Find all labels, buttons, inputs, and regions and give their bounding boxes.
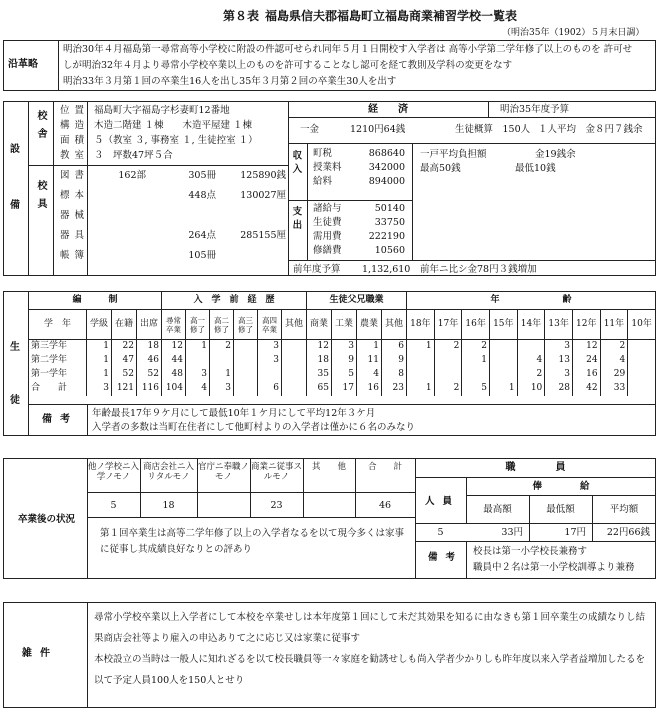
seito-cell: 52 <box>112 368 137 382</box>
household-low: 最低10銭 <box>515 163 556 174</box>
kogu-item-label: 図書 <box>60 170 90 181</box>
income-item-value: 342000 <box>368 162 405 173</box>
hokyu-col-header: 最低額 <box>546 504 575 515</box>
seito-cell: 1 <box>186 340 210 354</box>
keizai-header: 経 済 <box>368 104 408 115</box>
zakken-label: 雑件 <box>22 648 58 659</box>
seito-col-header: 農業 <box>357 310 382 340</box>
seito-cell: 23 <box>382 382 407 396</box>
seito-cell: 3 <box>332 340 357 354</box>
zakken-line: 本校設立の当時は一般人に知れざるを以て校長職員等一々家庭を勧誘せしも尚入学者少かりしも昨年度以来入学者益増加したるを <box>94 654 646 665</box>
expense-item-value: 33750 <box>374 217 405 228</box>
seito-cell: 104 <box>162 382 186 396</box>
household-avg-label: 一戸平均負担額 <box>420 149 487 160</box>
expense-label: 支出 <box>290 206 302 233</box>
zakken-line: 果商店会社等より雇入の申込ありて之に応じ又は家業に従事す <box>94 633 361 644</box>
seito-cell: 1 <box>407 340 435 354</box>
seito-cell: 第三学年 <box>29 340 87 354</box>
sotsugyo-rule <box>87 492 415 493</box>
enkaku-line: 明治33年３月第１回の卒業生16人を出し35年３月第２回の卒業生30人を出す <box>63 76 397 87</box>
seito-cell: 2 <box>600 340 628 354</box>
hokyu-value: 17円 <box>564 527 586 538</box>
seito-cell: 3 <box>210 382 234 396</box>
seito-cell: 47 <box>112 354 137 368</box>
enkaku-label: 沿革略 <box>8 59 38 70</box>
seito-cell: 121 <box>112 382 137 396</box>
seito-cell: 6 <box>258 382 282 396</box>
seito-col-header: 11年 <box>600 310 628 340</box>
total-value: 1210円64銭 <box>350 124 406 135</box>
seito-cell: 28 <box>545 382 573 396</box>
seito-cell: 48 <box>162 368 186 382</box>
seito-cell: 6 <box>382 340 407 354</box>
kogu-cell: 130027厘 <box>240 190 286 201</box>
seito-cell: 52 <box>137 368 162 382</box>
seito-cell: 4 <box>600 354 628 368</box>
seito-group-header: 編 制 <box>29 292 162 310</box>
kogu-cell: 305冊 <box>188 170 216 181</box>
seito-col-header: 13年 <box>545 310 573 340</box>
income-item-label: 町税 <box>313 148 333 159</box>
prev-budget-value: 1,132,610 <box>362 264 411 275</box>
seito-cell: 9 <box>332 354 357 368</box>
income-label: 収入 <box>290 150 302 177</box>
seito-cell: 17 <box>332 382 357 396</box>
seito-cell: 1 <box>407 382 435 396</box>
seito-cell: 65 <box>307 382 332 396</box>
seito-cell: 3 <box>87 382 112 396</box>
seito-cell: 9 <box>382 354 407 368</box>
kosha-item-label: 位置 <box>60 105 90 116</box>
seito-cell: 18 <box>307 354 332 368</box>
seito-col-header: 17年 <box>434 310 462 340</box>
seito-col-header: 高二修了 <box>210 310 234 340</box>
shokuin-jin-label: 人員 <box>425 496 461 507</box>
seito-cell: 4 <box>517 354 545 368</box>
sotsugyo-divider <box>197 458 198 517</box>
seito-biko-label: 備考 <box>42 414 78 425</box>
sotsugyo-header: 商店会社ニ入リタルモノ <box>142 462 194 482</box>
seito-cell: 11 <box>357 354 382 368</box>
seito-cell: 29 <box>600 368 628 382</box>
kogu-item-label: 器具 <box>60 230 90 241</box>
seito-label-1: 生 <box>10 342 20 353</box>
hokyu-value: 22円66銭 <box>606 527 650 538</box>
seito-cell: 12 <box>307 340 332 354</box>
kosha-item-value: ３ 坪数47坪５合 <box>94 150 173 161</box>
seito-cell: 4 <box>357 368 382 382</box>
kogu-cell: 285155厘 <box>240 230 286 241</box>
seito-label-2: 徒 <box>10 395 20 406</box>
seito-cell: 42 <box>572 382 600 396</box>
kosha-item-value: 福島町大字福島字杉妻町12番地 <box>94 105 230 116</box>
seito-cell: 3 <box>545 368 573 382</box>
expense-item-label: 生徒費 <box>313 217 342 228</box>
kosha-label: 校舎 <box>35 110 46 146</box>
hokyu-col-header: 最高額 <box>483 504 512 515</box>
seito-cell: 13 <box>545 354 573 368</box>
sotsugyo-label: 卒業後の状況 <box>18 514 76 525</box>
seito-col-header: 高四卒業 <box>258 310 282 340</box>
kogu-cell: 105冊 <box>188 250 216 261</box>
expense-item-value: 10560 <box>374 245 405 256</box>
shokuin-biko-line: 校長は第一小学校長兼務す <box>473 546 588 557</box>
sotsugyo-divider <box>140 458 141 517</box>
shokuin-header: 職 員 <box>505 462 566 473</box>
seito-col-header: 尋常卒業 <box>162 310 186 340</box>
sotsugyo-remark: 第１回卒業生は高等二学年修了以上の入学者なるを以て現今多くは家事 <box>100 528 405 539</box>
kogu-item-label: 帳簿 <box>60 250 90 261</box>
sotsugyo-divider <box>355 458 356 517</box>
seito-col-header: 18年 <box>407 310 435 340</box>
sotsugyo-value: 23 <box>270 500 283 511</box>
seito-cell: 24 <box>572 354 600 368</box>
enkaku-line: 明治30年４月福島第一尋常高等小学校に附設の件認可せられ同年５月１日開校す入学者は 高等小学第二学年修了以上のものを 許可せ <box>63 44 633 55</box>
seito-col-header: 15年 <box>489 310 517 340</box>
sotsugyo-header: 商業ニ従事スルモノ <box>250 462 302 482</box>
seito-cell: 22 <box>112 340 137 354</box>
seito-cell: 5 <box>332 368 357 382</box>
kosha-item-value: ５（教室 ３, 事務室 １, 生徒控室 １） <box>94 135 258 146</box>
seito-col-header: 商業 <box>307 310 332 340</box>
kogu-cell: 162部 <box>118 170 146 181</box>
shokuin-biko-line: 職員中２名は第一小学校訓導より兼務 <box>473 562 635 573</box>
seito-cell: 3 <box>258 354 282 368</box>
seito-cell: 35 <box>307 368 332 382</box>
seito-cell: 2 <box>462 340 490 354</box>
hokyu-value: 33円 <box>501 527 523 538</box>
shokuin-count: 5 <box>437 527 444 538</box>
seito-col-header: 学級 <box>87 310 112 340</box>
enkaku-line: しが明治32年４月より尋常小学校卒業以上のものを許可することなし認可を経て教則及学科の変更をなす <box>63 60 513 71</box>
sotsugyo-header: 合 計 <box>367 462 402 472</box>
seito-cell: 3 <box>545 340 573 354</box>
income-item-label: 給料 <box>313 176 333 187</box>
seito-cell: 4 <box>186 382 210 396</box>
sotsugyo-value: 46 <box>378 500 392 511</box>
expense-item-label: 諸給与 <box>313 203 342 214</box>
sotsugyo-divider <box>303 458 304 517</box>
kosha-item-value: 木造二階建 １棟 木造平屋建 １棟 <box>94 120 253 131</box>
kogu-label: 校具 <box>35 180 46 216</box>
kosha-item-label: 教室 <box>60 150 90 161</box>
page-title: 福島県信夫郡福島町立福島商業補習学校一覧表 <box>265 9 518 23</box>
total-label: 一金 <box>300 124 320 135</box>
seito-cell: 3 <box>258 340 282 354</box>
seito-col-header: 出席 <box>137 310 162 340</box>
hokyu-label: 俸 給 <box>532 481 590 492</box>
seito-col-header: 其他 <box>382 310 407 340</box>
kosha-item-label: 面積 <box>60 135 90 146</box>
kogu-cell: 264点 <box>188 230 216 241</box>
sotsugyo-value: 5 <box>110 500 117 511</box>
seito-cell: 8 <box>382 368 407 382</box>
seito-cell: 1 <box>87 368 112 382</box>
seito-cell: 1 <box>357 340 382 354</box>
expense-item-value: 222190 <box>368 231 405 242</box>
seito-cell: 2 <box>210 340 234 354</box>
seito-group-header: 年 齢 <box>407 292 656 310</box>
sotsugyo-header: 官庁ニ奉職ノモノ <box>197 462 249 482</box>
expense-item-label: 修繕費 <box>313 245 342 256</box>
seito-cell: 2 <box>434 340 462 354</box>
seito-cell: 第二学年 <box>29 354 87 368</box>
survey-date-note: （明治35年（1902）５月末日調） <box>502 28 645 38</box>
table-number: 第８表 <box>223 9 260 23</box>
kosha-item-label: 構造 <box>60 120 90 131</box>
seito-cell: 1 <box>87 340 112 354</box>
seito-cell: 44 <box>162 354 186 368</box>
sotsugyo-value: 18 <box>162 500 175 511</box>
sotsugyo-remark: に従事し其成績良好なりとの評あり <box>100 544 253 555</box>
seito-col-header: 学 年 <box>29 310 87 340</box>
setsubi-label-1: 設 <box>10 144 20 155</box>
kogu-item-label: 器械 <box>60 210 90 221</box>
prev-budget-label: 前年度予算 <box>293 264 341 275</box>
sotsugyo-divider <box>250 458 251 517</box>
household-avg-value: 金19銭余 <box>535 149 576 160</box>
sotsugyo-header: 他ノ学校ニ入学ノモノ <box>87 462 139 482</box>
expense-item-value: 50140 <box>374 203 405 214</box>
kogu-cell: 448点 <box>188 190 216 201</box>
income-item-value: 894000 <box>368 176 405 187</box>
seito-col-header: 其他 <box>282 310 307 340</box>
seito-cell: 33 <box>600 382 628 396</box>
shokuin-biko-label: 備考 <box>428 552 464 563</box>
seito-cell: 46 <box>137 354 162 368</box>
seito-col-header: 高三修了 <box>234 310 258 340</box>
seito-group-header: 生徒父兄職業 <box>307 292 407 310</box>
kogu-cell: 125890銭 <box>240 170 286 181</box>
seito-cell: 3 <box>186 368 210 382</box>
zakken-line: 以て予定人員100人を150人とせり <box>94 675 245 686</box>
seito-cell: 1 <box>87 354 112 368</box>
seito-col-header: 10年 <box>628 310 656 340</box>
prev-budget-compare: 前年ニ比シ金78円３銭増加 <box>420 264 537 275</box>
seito-col-header: 16年 <box>462 310 490 340</box>
seito-cell: 1 <box>489 382 517 396</box>
income-item-label: 授業料 <box>313 162 342 173</box>
seito-col-header: 高一修了 <box>186 310 210 340</box>
expense-item-label: 需用費 <box>313 231 342 242</box>
seito-cell: 16 <box>572 368 600 382</box>
seito-cell: 12 <box>572 340 600 354</box>
per-person: １人平均 金８円７銭余 <box>538 124 643 135</box>
seito-cell: 16 <box>357 382 382 396</box>
seito-cell: 12 <box>162 340 186 354</box>
seito-cell: 1 <box>462 354 490 368</box>
sotsugyo-header: 其 他 <box>311 462 346 472</box>
seito-col-header: 在籍 <box>112 310 137 340</box>
seito-group-header: 入 学 前 経 歴 <box>162 292 307 310</box>
seito-cell: 116 <box>137 382 162 396</box>
household-high: 最高50銭 <box>420 163 461 174</box>
seito-cell: 1 <box>210 368 234 382</box>
seito-estimate: 生徒概算 150人 <box>455 124 531 135</box>
kogu-item-label: 標本 <box>60 190 90 201</box>
seito-biko-line: 年齢最長17年９ケ月にして最低10年１ケ月にして平均12年３ケ月 <box>92 408 376 419</box>
budget-title: 明治35年度予算 <box>500 104 570 115</box>
seito-cell: 10 <box>517 382 545 396</box>
zakken-line: 尋常小学校卒業以上入学者にして本校を卒業せしは本年度第１回にして未だ其効果を知るに由なきも第１回卒業生の成績なりし結 <box>94 612 646 623</box>
seito-cell: 18 <box>137 340 162 354</box>
seito-biko-line: 入学者の多数は当町在住者にして他町村よりの入学者は僅かに６名のみなり <box>92 422 416 433</box>
setsubi-label-2: 備 <box>10 200 20 211</box>
seito-col-header: 12年 <box>572 310 600 340</box>
seito-cell: 5 <box>462 382 490 396</box>
seito-cell: 2 <box>517 368 545 382</box>
seito-cell: 第一学年 <box>29 368 87 382</box>
seito-col-header: 工業 <box>332 310 357 340</box>
income-item-value: 868640 <box>368 148 405 159</box>
seito-cell: 合 計 <box>29 382 87 396</box>
hokyu-col-header: 平均額 <box>609 504 639 515</box>
seito-col-header: 14年 <box>517 310 545 340</box>
seito-cell: 2 <box>434 382 462 396</box>
